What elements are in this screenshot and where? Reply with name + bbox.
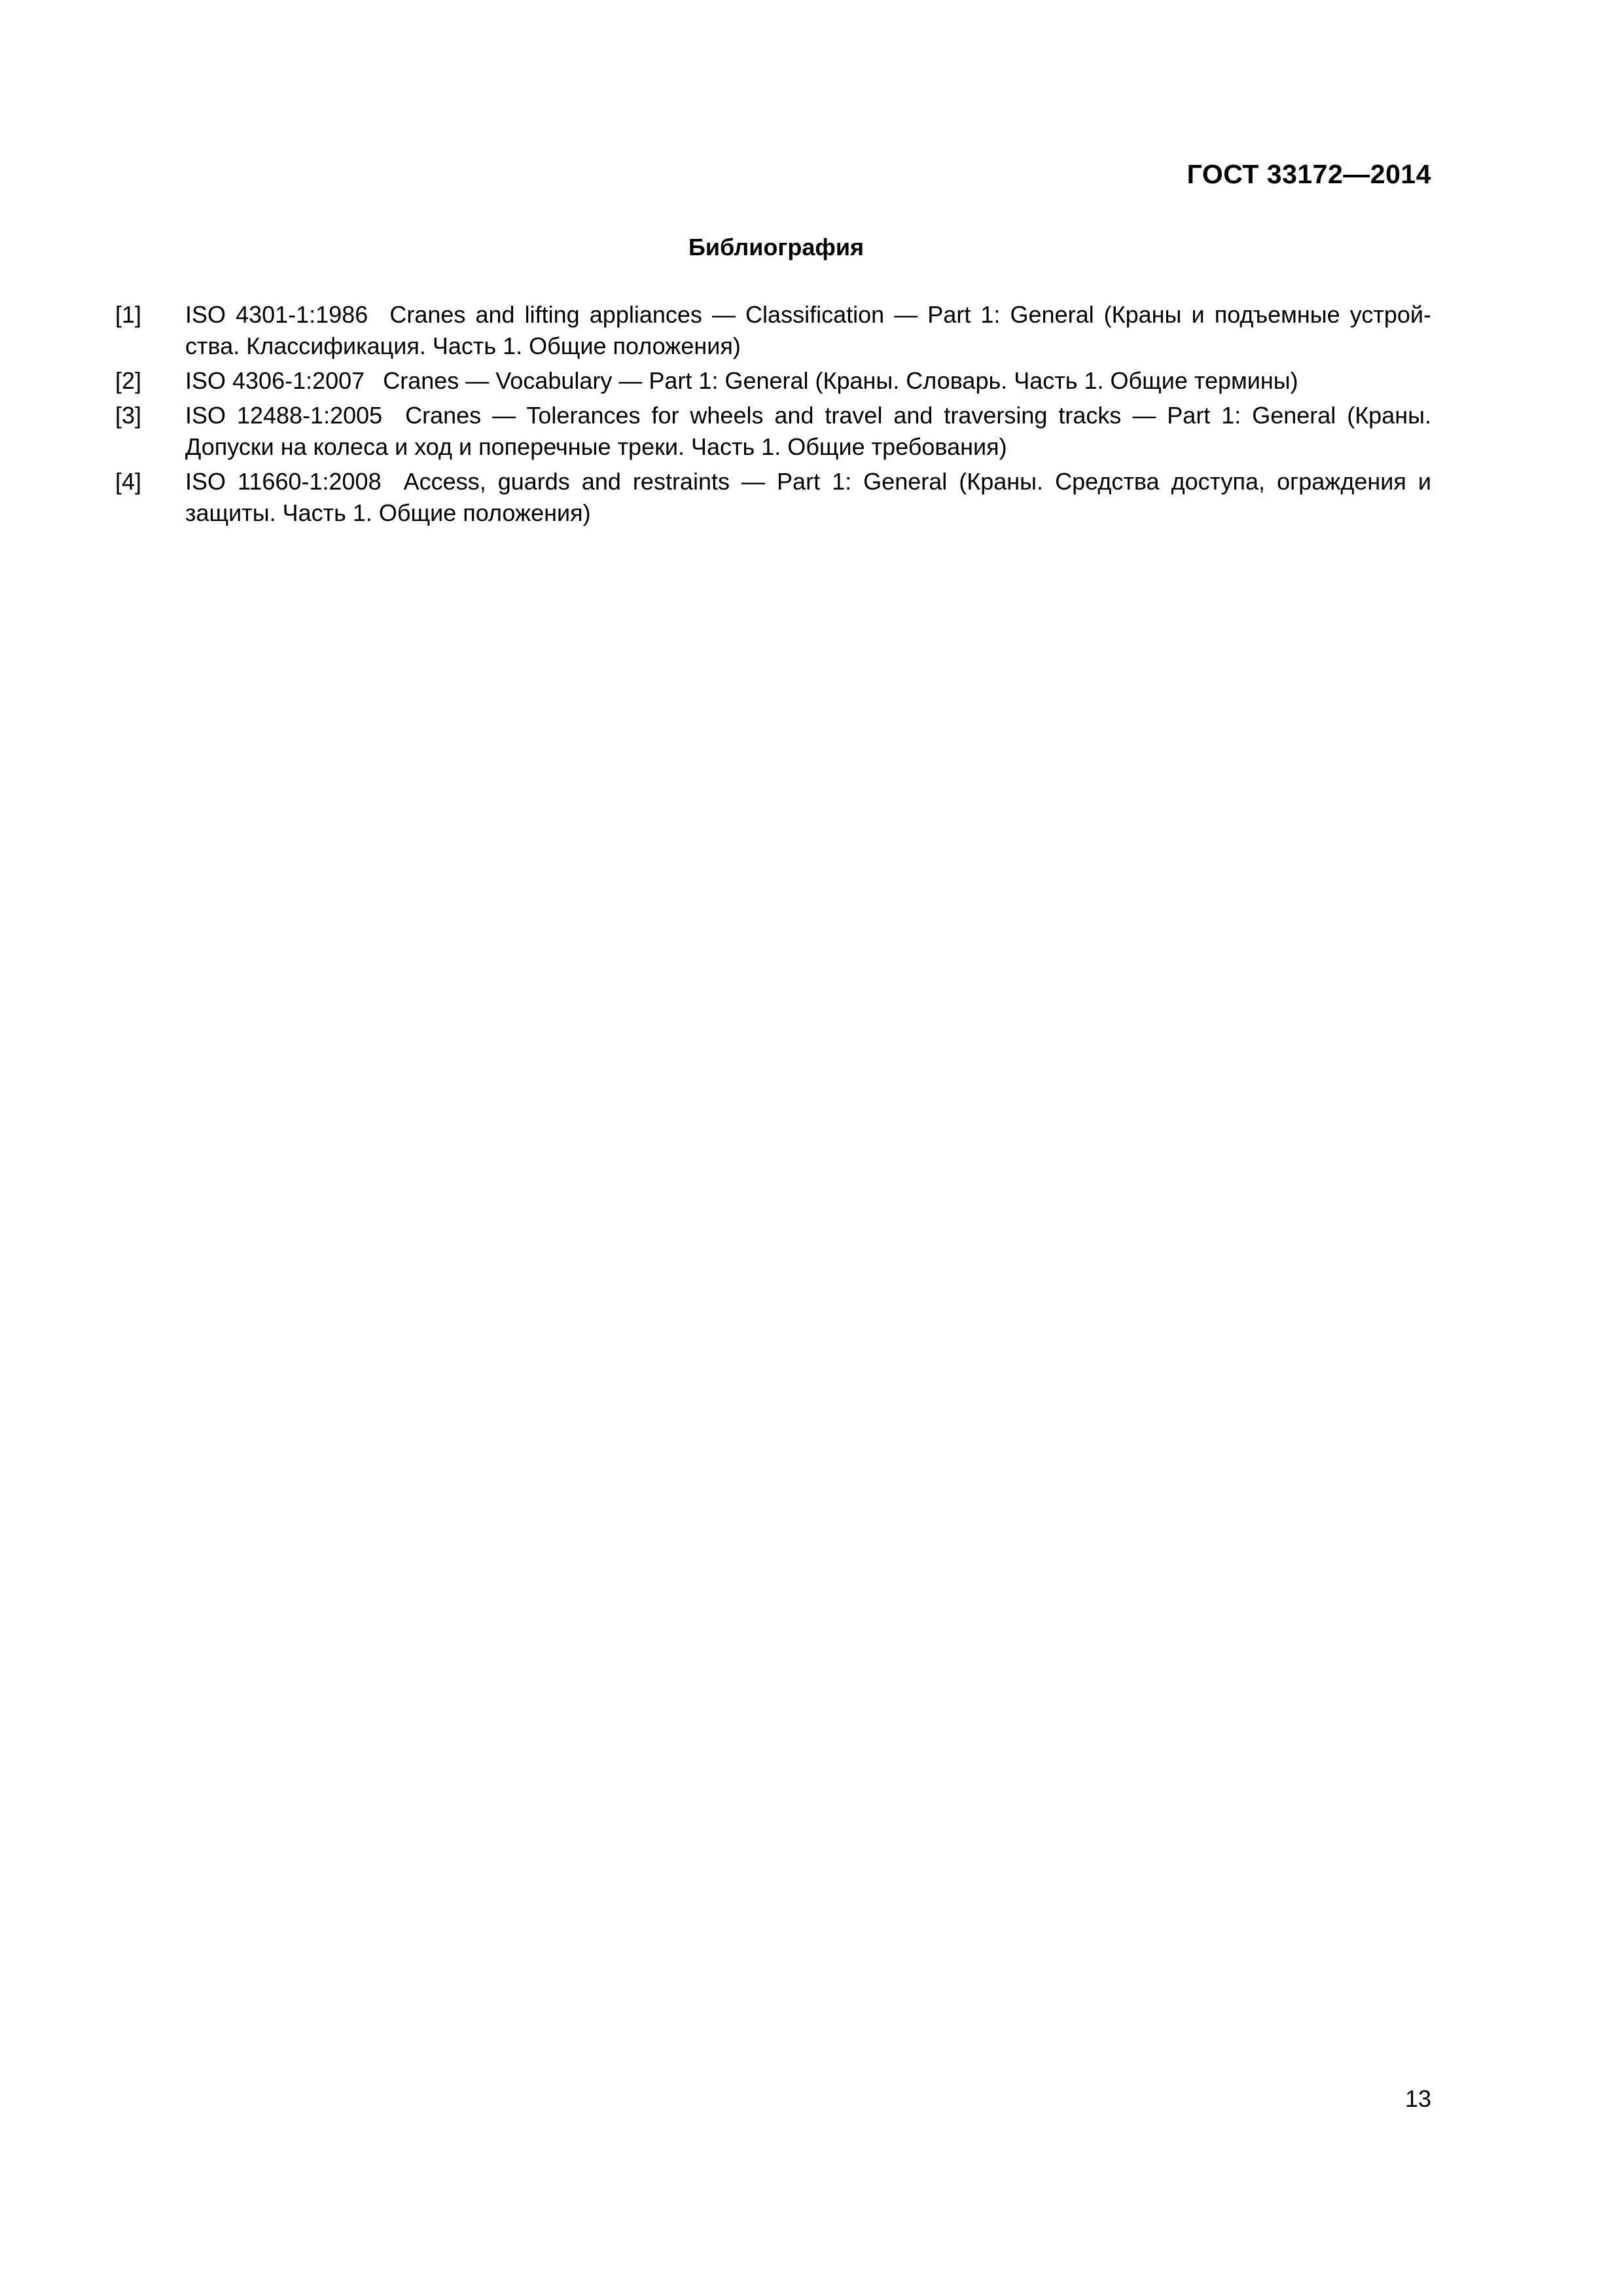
reference-number: [1] [115,301,142,328]
reference-number: [2] [115,367,142,394]
bibliography-item [115,400,1431,463]
reference-text-line: защиты. Часть 1. Общие положения) [185,499,591,526]
reference-number: [4] [115,468,142,495]
reference-title: Cranes — Vocabulary — Part 1: General (Краны. Словарь. Часть 1. Общие термины) [383,367,1298,394]
bibliography-item [115,365,1431,397]
reference-text-line: ства. Классификация. Часть 1. Общие положения) [185,332,741,359]
reference-title: Access, guards and restraints — Part 1: General (Краны. Средства доступа, ограждения и [403,468,1432,495]
reference-text-line [185,400,1431,431]
reference-title: Cranes — Tolerances for wheels and travel and traversing tracks — Part 1: General (Краны. [405,402,1431,429]
bibliography-item [115,466,1431,529]
page-number: 13 [1404,2085,1431,2112]
bibliography-item [115,299,1431,362]
reference-text-line [185,299,1431,331]
document-code: ГОСТ 33172—2014 [1186,159,1431,189]
reference-code: ISO 4301-1:1986 [185,301,368,328]
reference-code: ISO 12488-1:2005 [185,402,383,429]
reference-title: Cranes and lifting appliances — Classification — Part 1: General (Краны и подъемные устрой- [389,301,1431,328]
bibliography-list [115,299,1431,532]
reference-number: [3] [115,402,142,429]
section-title: Библиография [688,234,864,260]
reference-text-line: Допуски на колеса и ход и поперечные треки. Часть 1. Общие требования) [185,433,1007,460]
reference-text-line [185,466,1431,497]
reference-code: ISO 4306-1:2007 [185,367,365,394]
reference-text-line [185,365,1431,397]
reference-code: ISO 11660-1:2008 [185,468,382,495]
